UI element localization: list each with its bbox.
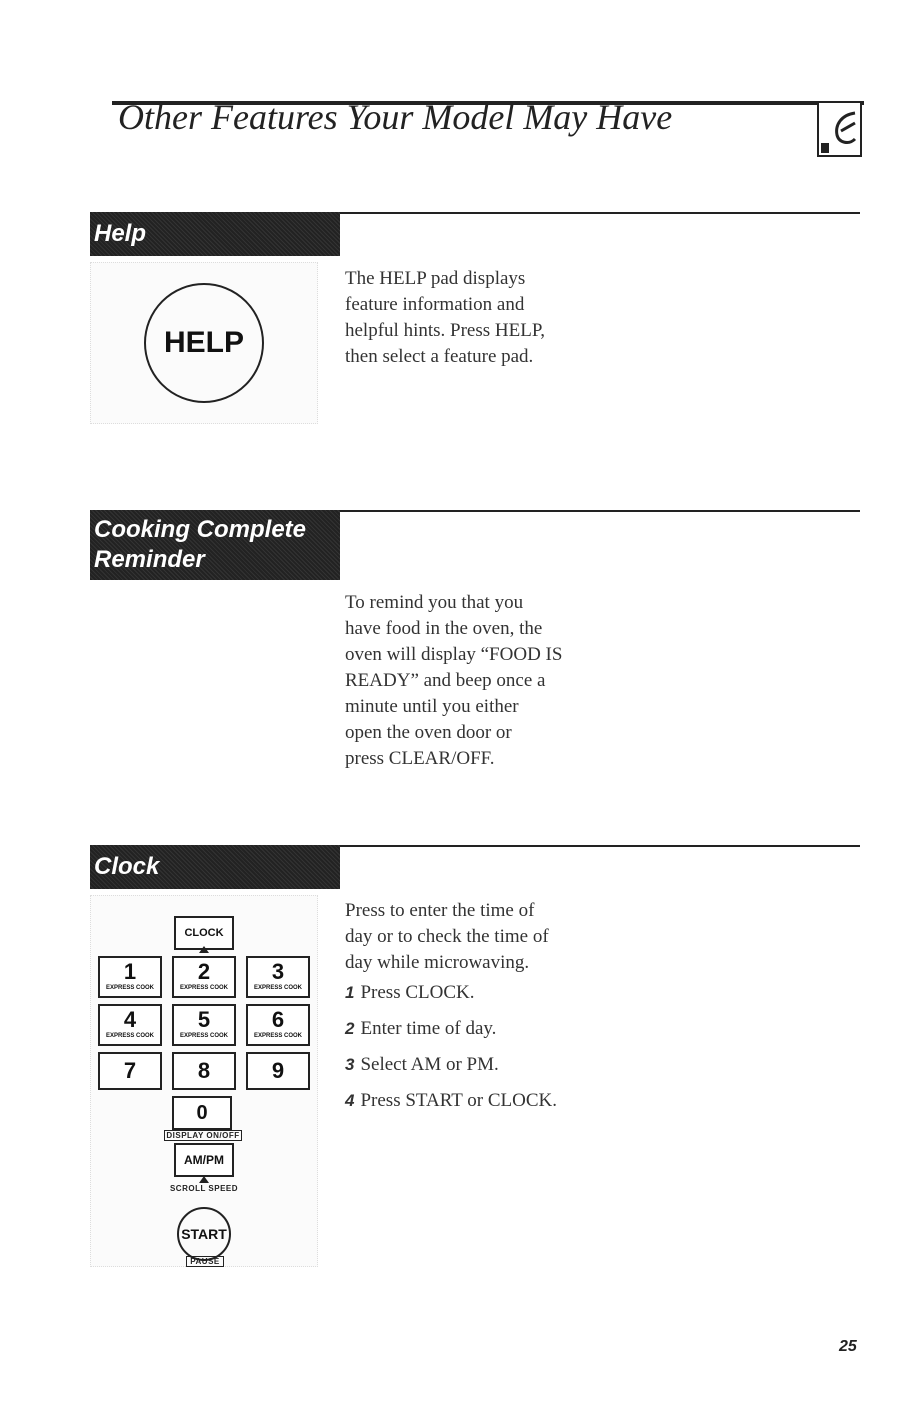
- clock-step-4: [345, 1088, 557, 1114]
- clock-intro-line: Press to enter the time of: [345, 900, 535, 921]
- express-cook-label: EXPRESS COOK: [105, 985, 154, 991]
- digit-key-number: 3: [271, 959, 285, 984]
- digit-key-6: [246, 1004, 310, 1046]
- clock-step-3: [345, 1052, 557, 1078]
- reminder-text-line: have food in the oven, the: [345, 618, 543, 639]
- digit-key-number: 0: [196, 1102, 208, 1124]
- clock-heading: Clock: [94, 853, 160, 880]
- reminder-text-line: open the oven door or: [345, 722, 512, 743]
- express-cook-label: EXPRESS COOK: [179, 1033, 228, 1039]
- digit-key-number: 9: [271, 1058, 285, 1083]
- clock-intro-line: day or to check the time of: [345, 926, 549, 947]
- digit-key-3: [246, 956, 310, 998]
- clock-rule: [340, 845, 860, 847]
- reminder-rule: [340, 510, 860, 512]
- clock-key-label: CLOCK: [184, 927, 224, 939]
- ampm-key: [174, 1143, 234, 1177]
- display-on-off-caption: DISPLAY ON/OFF: [164, 1130, 242, 1141]
- digit-key-1: [98, 956, 162, 998]
- clock-key: [174, 916, 234, 950]
- help-text-line: then select a feature pad.: [345, 346, 534, 367]
- help-description: [345, 266, 545, 370]
- step-text: Select AM or PM.: [360, 1054, 499, 1075]
- digit-key-5: [172, 1004, 236, 1046]
- help-heading: Help: [94, 220, 147, 247]
- help-text-line: The HELP pad displays: [345, 268, 526, 289]
- help-text-line: feature information and: [345, 294, 525, 315]
- digit-key-number: 6: [271, 1007, 285, 1032]
- step-number: 1: [345, 983, 355, 1002]
- step-number: 3: [345, 1055, 355, 1074]
- step-number: 4: [345, 1091, 355, 1110]
- express-cook-label: EXPRESS COOK: [253, 985, 302, 991]
- page-title: Other Features Your Model May Have: [118, 97, 673, 137]
- help-rule: [340, 212, 860, 214]
- digit-key-0: [172, 1096, 232, 1130]
- digit-key-9: [246, 1052, 310, 1090]
- digit-key-number: 4: [123, 1007, 137, 1032]
- pause-caption: PAUSE: [186, 1256, 224, 1267]
- digit-key-number: 1: [123, 959, 137, 984]
- express-cook-label: EXPRESS COOK: [253, 1033, 302, 1039]
- step-text: Enter time of day.: [360, 1018, 497, 1039]
- step-text: Press START or CLOCK.: [360, 1090, 557, 1111]
- digit-key-2: [172, 956, 236, 998]
- reminder-text-line: READY” and beep once a: [345, 670, 546, 691]
- clock-key-indicator-icon: [199, 946, 209, 953]
- clock-intro-line: day while microwaving.: [345, 952, 530, 973]
- reminder-description: [345, 590, 562, 772]
- digit-key-4: [98, 1004, 162, 1046]
- ampm-key-indicator-icon: [199, 1176, 209, 1183]
- start-key-label: START: [181, 1226, 227, 1242]
- clock-step-2: [345, 1016, 557, 1042]
- digit-key-number: 5: [197, 1007, 211, 1032]
- brand-logo-icon: [817, 101, 862, 157]
- reminder-text-line: oven will display “FOOD IS: [345, 644, 563, 665]
- step-number: 2: [345, 1019, 355, 1038]
- digit-key-number: 7: [123, 1058, 137, 1083]
- page-number: 25: [839, 1338, 857, 1355]
- help-pad-label: HELP: [163, 326, 244, 359]
- reminder-heading-line2: Reminder: [94, 546, 205, 573]
- express-cook-label: EXPRESS COOK: [179, 985, 228, 991]
- reminder-text-line: press CLEAR/OFF.: [345, 748, 495, 769]
- reminder-heading-line1: Cooking Complete: [94, 516, 307, 543]
- digit-key-7: [98, 1052, 162, 1090]
- clock-step-1: [345, 980, 557, 1006]
- step-text: Press CLOCK.: [360, 982, 475, 1003]
- clock-description: [345, 898, 557, 1114]
- scroll-speed-caption: SCROLL SPEED: [169, 1184, 239, 1193]
- digit-key-8: [172, 1052, 236, 1090]
- reminder-text-line: minute until you either: [345, 696, 519, 717]
- express-cook-label: EXPRESS COOK: [105, 1033, 154, 1039]
- digit-key-number: 2: [197, 959, 211, 984]
- help-text-line: helpful hints. Press HELP,: [345, 320, 546, 341]
- ampm-key-label: AM/PM: [184, 1153, 224, 1167]
- reminder-text-line: To remind you that you: [345, 592, 524, 613]
- digit-key-number: 8: [197, 1058, 211, 1083]
